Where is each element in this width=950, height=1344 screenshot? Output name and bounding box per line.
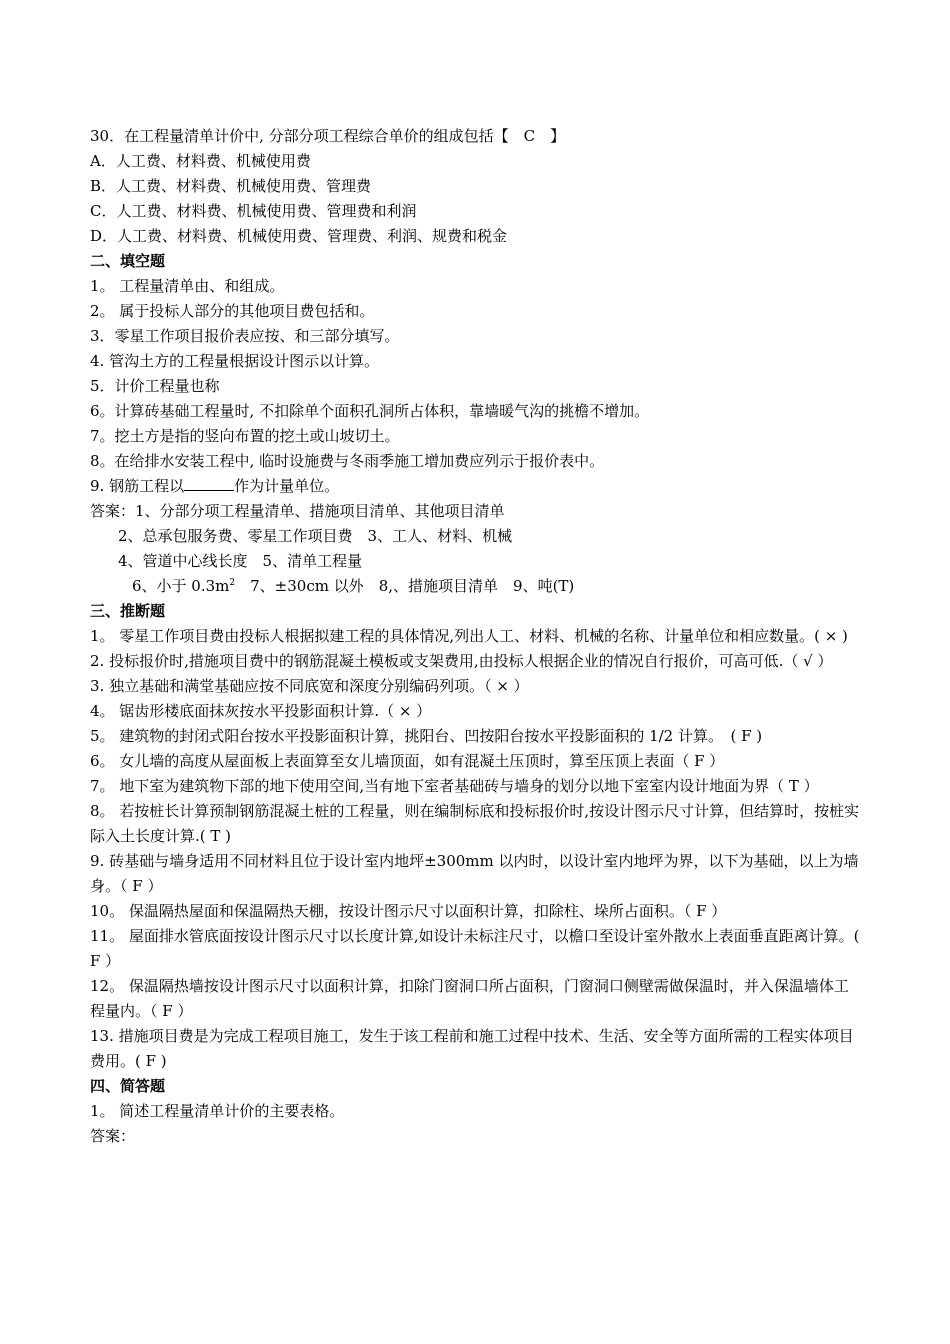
fill-item-2: 2。 属于投标人部分的其他项目费包括和。 bbox=[90, 302, 375, 320]
q30-option-d: D．人工费、材料费、机械使用费、管理费、利润、规费和税金 bbox=[90, 227, 508, 245]
fill-item-9 bbox=[90, 474, 862, 499]
judge-item-4: 4。 锯齿形楼底面抹灰按水平投影面积计算.（ × ） bbox=[90, 702, 432, 720]
q30-option-b: B．人工费、材料费、机械使用费、管理费 bbox=[90, 177, 372, 195]
judge-item-12: 12。 保温隔热墙按设计图示尺寸以面积计算，扣除门窗洞口所占面积，门窗洞口侧壁需做保温时，并入保温墙体工程量内。（ F ） bbox=[90, 977, 849, 1020]
judge-item-6: 6。 女儿墙的高度从屋面板上表面算至女儿墙顶面，如有混凝土压顶时，算至压顶上表面（ F ） bbox=[90, 752, 725, 770]
judge-item-13: 13. 措施项目费是为完成工程项目施工，发生于该工程前和施工过程中技术、生活、安全等方面所需的工程实体项目费用。( F ) bbox=[90, 1027, 854, 1070]
fill-item-6: 6。计算砖基础工程量时, 不扣除单个面积孔洞所占体积，靠墙暖气沟的挑檐不增加。 bbox=[90, 402, 650, 420]
fill-item-5: 5．计价工程量也称 bbox=[90, 377, 220, 395]
superscript-2: 2 bbox=[229, 578, 236, 588]
short-item-answer: 答案： bbox=[90, 1127, 136, 1145]
fill-in-heading: 二、填空题 bbox=[90, 252, 166, 270]
q30-option-a: A．人工费、材料费、机械使用费 bbox=[90, 152, 311, 170]
judge-heading: 三、推断题 bbox=[90, 602, 166, 620]
fill-item-9-before: 9. 钢筋工程以 bbox=[90, 477, 185, 495]
q30-stem: 30．在工程量清单计价中, 分部分项工程综合单价的组成包括【 C 】 bbox=[90, 127, 566, 145]
short-answer-heading: 四、简答题 bbox=[90, 1077, 166, 1095]
fill-answer-line-2: 2、总承包服务费、零星工作项目费 3、工人、材料、机械 bbox=[118, 527, 513, 545]
fill-answer-line-3: 4、管道中心线长度 5、清单工程量 bbox=[118, 552, 363, 570]
document-page bbox=[90, 124, 865, 1149]
fill-answer-line-4 bbox=[90, 574, 862, 599]
fill-answer-line-1: 答案：1、分部分项工程量清单、措施项目清单、其他项目清单 bbox=[90, 502, 505, 520]
fill-item-3: 3．零星工作项目报价表应按、和三部分填写。 bbox=[90, 327, 400, 345]
judge-item-7: 7。 地下室为建筑物下部的地下使用空间,当有地下室者基础砖与墙身的划分以地下室室内设计地面为界（ T ） bbox=[90, 777, 819, 795]
judge-item-1: 1。 零星工作项目费由投标人根据拟建工程的具体情况,列出人工、材料、机械的名称、计量单位和相应数量。( × ) bbox=[90, 627, 848, 645]
fill-item-9-after: 作为计量单位。 bbox=[234, 477, 340, 495]
judge-item-11: 11。 屋面排水管底面按设计图示尺寸以长度计算,如设计未标注尺寸，以檐口至设计室外散水上表面垂直距离计算。( F ） bbox=[90, 927, 865, 970]
fill-item-1: 1。 工程量清单由、和组成。 bbox=[90, 277, 285, 295]
judge-item-3: 3. 独立基础和满堂基础应按不同底宽和深度分别编码列项。（ × ） bbox=[90, 677, 529, 695]
fill-answer-line-4-b: 7、±30cm 以外 8,、措施项目清单 9、吨(T) bbox=[235, 577, 575, 595]
q30-option-c: C．人工费、材料费、机械使用费、管理费和利润 bbox=[90, 202, 417, 220]
fill-blank-line bbox=[184, 476, 234, 491]
fill-item-4: 4. 管沟土方的工程量根据设计图示以计算。 bbox=[90, 352, 380, 370]
judge-item-9: 9. 砖基础与墙身适用不同材料且位于设计室内地坪±300mm 以内时，以设计室内地坪为界，以下为基础，以上为墙身。（ F ） bbox=[90, 852, 859, 895]
judge-item-2: 2. 投标报价时,措施项目费中的钢筋混凝土模板或支架费用,由投标人根据企业的情况自行报价，可高可低.（ √ ） bbox=[90, 652, 833, 670]
short-item-1: 1。 简述工程量清单计价的主要表格。 bbox=[90, 1102, 345, 1120]
judge-item-5: 5。 建筑物的封闭式阳台按水平投影面积计算，挑阳台、凹按阳台按水平投影面积的 1/2 计算。 ( F ) bbox=[90, 727, 763, 745]
judge-item-10: 10。 保温隔热屋面和保温隔热天棚，按设计图示尺寸以面积计算，扣除柱、垛所占面积。（ F ） bbox=[90, 902, 727, 920]
judge-item-8: 8。 若按桩长计算预制钢筋混凝土桩的工程量，则在编制标底和投标报价时,按设计图示尺寸计算，但结算时，按桩实际入土长度计算.( T ) bbox=[90, 802, 860, 845]
fill-item-7: 7。挖土方是指的竖向布置的挖土或山坡切土。 bbox=[90, 427, 400, 445]
fill-item-8: 8。在给排水安装工程中, 临时设施费与冬雨季施工增加费应列示于报价表中。 bbox=[90, 452, 605, 470]
fill-answer-line-4-a: 6、小于 0.3m bbox=[132, 577, 230, 595]
